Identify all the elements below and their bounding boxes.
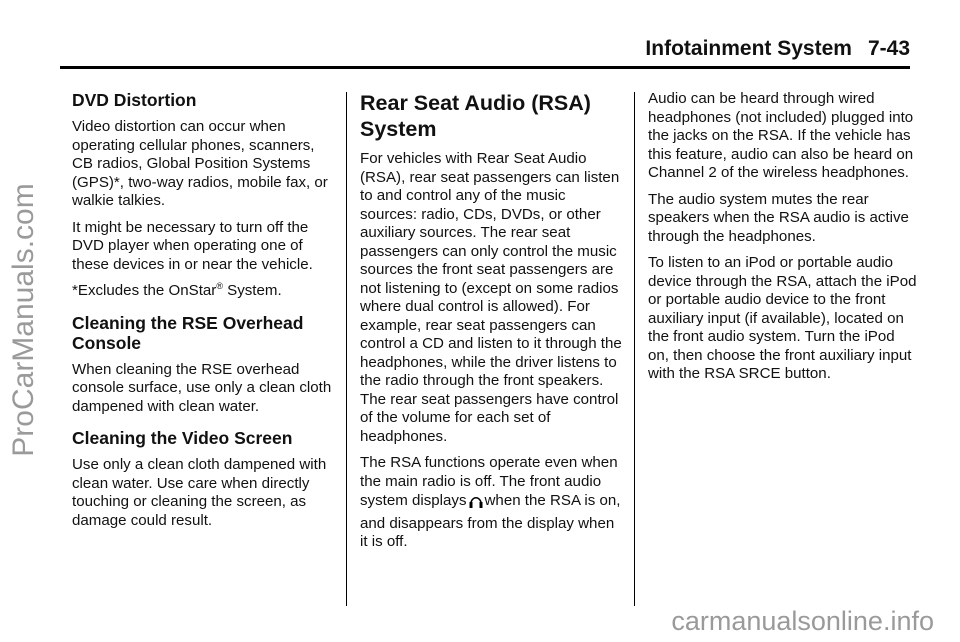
footnote-text-post: System. xyxy=(222,282,282,299)
page-header xyxy=(60,34,910,69)
footnote-text-pre: *Excludes the OnStar xyxy=(72,282,217,299)
video-screen-heading: Cleaning the Video Screen xyxy=(72,428,293,448)
video-screen-paragraph: Use only a clean cloth dampened with clean water. Use care when directly touching or cleaning the screen, as damage could result. xyxy=(72,456,327,529)
column-divider-2 xyxy=(634,92,635,606)
overhead-console-heading: Cleaning the RSE Overhead Console xyxy=(72,312,304,353)
column-right xyxy=(648,90,918,392)
column-divider-1 xyxy=(346,92,347,606)
dvd-distortion-paragraph-2: It might be necessary to turn off the DVD player when operating one of these devices in or near the vehicle. xyxy=(72,218,313,273)
rsa-paragraph-2-start: The RSA functions operate even when the main radio is off. The front audio system displays xyxy=(360,454,618,509)
side-watermark-text: ProCarManuals.com xyxy=(7,183,40,457)
rsa-mute-paragraph: The audio system mutes the rear speakers when the RSA audio is active through the headphones. xyxy=(648,190,909,245)
rsa-paragraph-1: For vehicles with Rear Seat Audio (RSA), rear seat passengers can listen to and control any of the music sources: radio, CDs, DVDs, or other auxiliary sources. The rear seat passengers can only control the music sources the front seat passengers are not listening to (except on some radios where dual control is allowed). For example, rear seat passengers can control a CD and listen to it through the headphones, while the driver listens to the radio through the front speakers. The rear seat passengers have control of the volume for each set of headphones. xyxy=(360,150,622,445)
section-title: Infotainment System xyxy=(645,37,852,60)
rsa-wired-paragraph: Audio can be heard through wired headphones (not included) plugged into the jacks on the RSA. If the vehicle has this feature, audio can also be heard on Channel 2 of the wireless headphones. xyxy=(648,90,914,181)
rsa-heading: Rear Seat Audio (RSA) System xyxy=(360,91,591,141)
rsa-paragraph-2 xyxy=(360,454,622,552)
dvd-distortion-paragraph-1: Video distortion can occur when operating cellular phones, scanners, CB radios, Global Position Systems (GPS)*, two-way radios, mobile fax, or walkie talkies. xyxy=(72,118,328,209)
headphones-icon xyxy=(469,491,483,515)
onstar-footnote xyxy=(72,282,334,301)
bottom-watermark: carmanualsonline.info xyxy=(671,606,934,636)
side-watermark xyxy=(4,183,44,457)
registered-mark: ® xyxy=(216,281,223,291)
column-middle xyxy=(360,90,622,560)
overhead-console-paragraph: When cleaning the RSE overhead console surface, use only a clean cloth dampened with clean water. xyxy=(72,360,332,415)
rsa-paragraph-2-end: when the RSA is on, and disappears from the display when it is off. xyxy=(360,492,621,550)
page-number: 7-43 xyxy=(867,37,910,60)
dvd-distortion-heading: DVD Distortion xyxy=(72,90,197,110)
column-left xyxy=(72,90,334,538)
rsa-ipod-paragraph: To listen to an iPod or portable audio device through the RSA, attach the iPod or portable audio device to the front auxiliary input (if available), located on the front audio system. Turn the iPod on, then choose the front auxiliary input with the RSA SRCE button. xyxy=(648,254,917,382)
